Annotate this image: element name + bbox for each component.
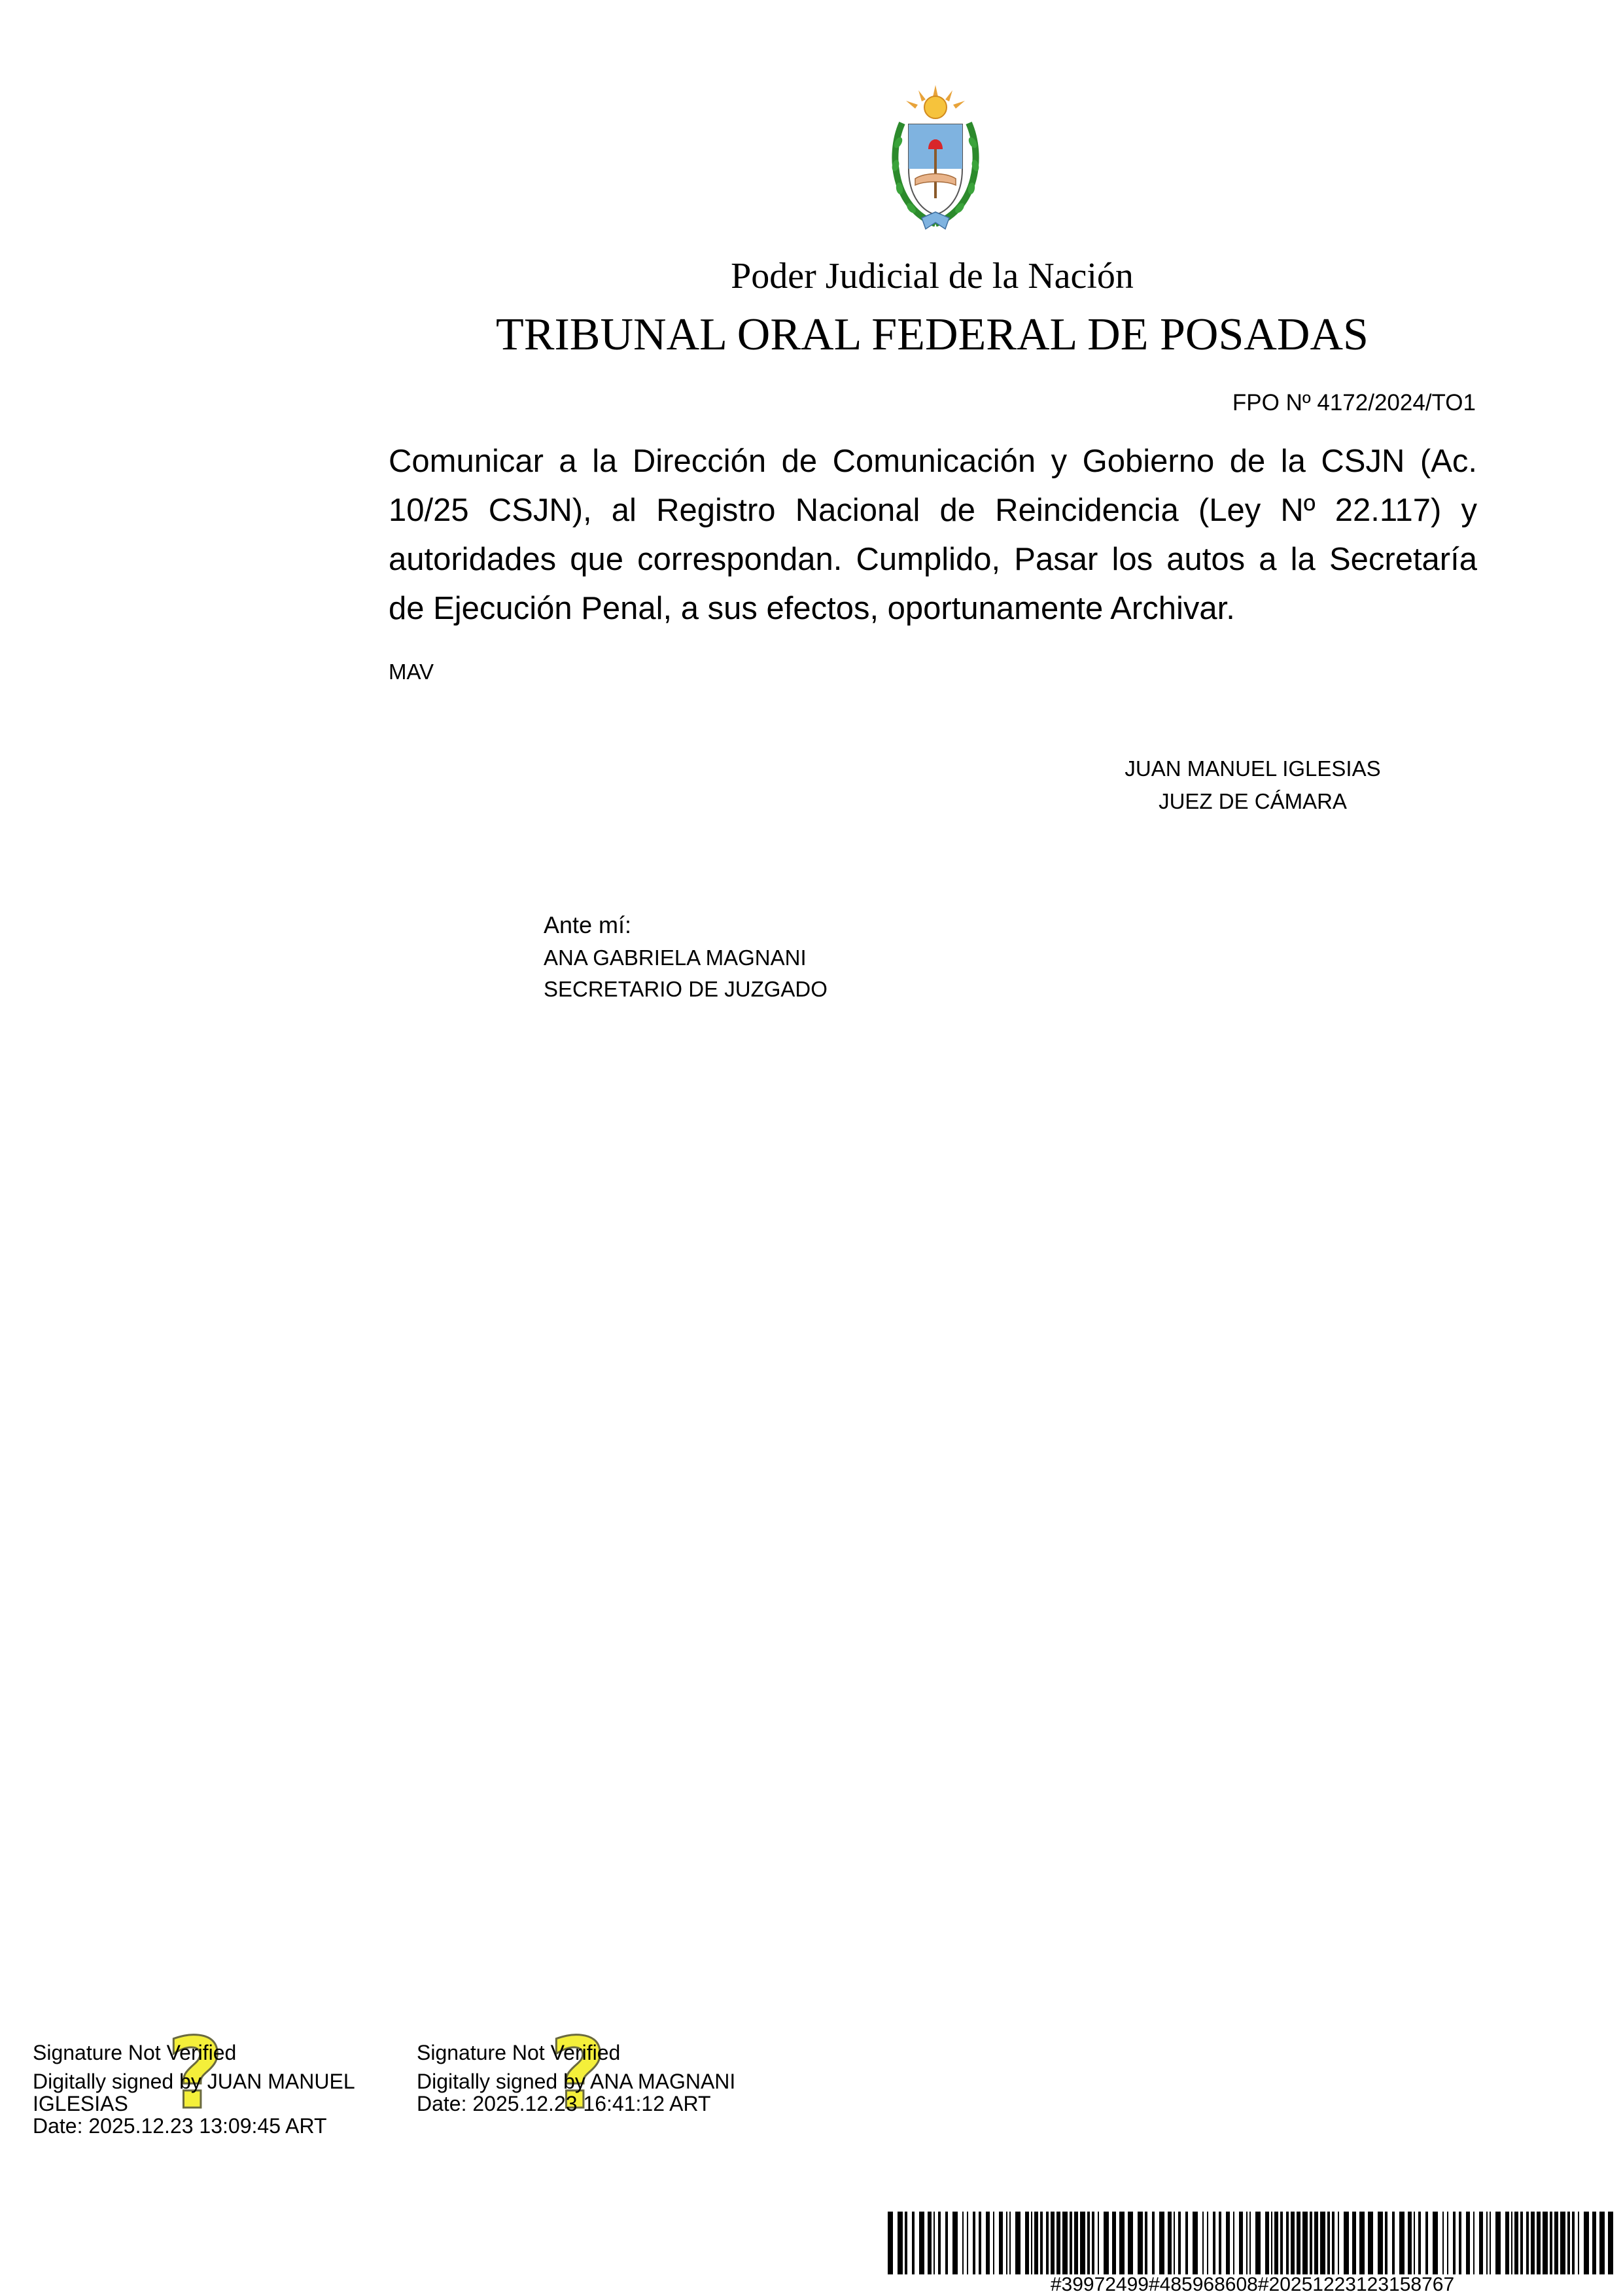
barcode-bar [1359, 2212, 1365, 2274]
barcode-bar [1327, 2212, 1330, 2274]
barcode-bar [1414, 2212, 1415, 2274]
barcode-bar [1392, 2212, 1395, 2274]
barcode-bar [1128, 2212, 1133, 2274]
barcode-bar [1385, 2212, 1387, 2274]
barcode-bar [1233, 2212, 1234, 2274]
barcode-bar [1520, 2212, 1523, 2274]
barcode-bar [1009, 2212, 1011, 2274]
barcode-bar [1418, 2212, 1421, 2274]
barcode-bar [1310, 2212, 1312, 2274]
barcode-bar [1473, 2212, 1475, 2274]
barcode-bar [986, 2212, 990, 2274]
barcode-bar [1572, 2212, 1575, 2274]
barcode-bar [919, 2212, 924, 2274]
barcode-bar [1271, 2212, 1272, 2274]
barcode-bar [1567, 2212, 1570, 2274]
coat-of-arms-icon [882, 84, 988, 234]
barcode-bar [938, 2212, 941, 2274]
signature-date: Date: 2025.12.23 16:41:12 ART [417, 2092, 711, 2115]
barcode-bar [1344, 2212, 1349, 2274]
barcode-bar [1255, 2212, 1261, 2274]
resolution-paragraph: Comunicar a la Dirección de Comunicación y Gobierno de la CSJN (Ac. 10/25 CSJN), al Registro Nacional de Reincidencia (Ley Nº 22.117) y autoridades que correspondan. Cumplido, Pasar los autos a la Secretaría de Ejecución Penal, a sus efectos, oportunamente Archivar. [389, 444, 1477, 626]
barcode-bar [1006, 2212, 1007, 2274]
barcode-bar [1092, 2212, 1094, 2274]
barcode-bar [1074, 2212, 1078, 2274]
barcode-bar [1526, 2212, 1529, 2274]
barcode-bar [1479, 2212, 1483, 2274]
barcode-bar [973, 2212, 975, 2274]
barcode-number: #39972499#485968608#20251223123158767 [1050, 2274, 1455, 2295]
barcode-bar [1442, 2212, 1444, 2274]
barcode-bar [1138, 2212, 1143, 2274]
signed-by: Digitally signed by JUAN MANUEL [33, 2070, 355, 2093]
barcode-bar [912, 2212, 915, 2274]
barcode-bar [1193, 2212, 1198, 2274]
question-mark-icon: ? [550, 2017, 607, 2131]
barcode-bar [1320, 2212, 1325, 2274]
barcode-bar [1286, 2212, 1289, 2274]
barcode-bar [1592, 2212, 1596, 2274]
barcode-bar [1332, 2212, 1335, 2274]
barcode-bar [1302, 2212, 1308, 2274]
barcode-bar [1291, 2212, 1295, 2274]
barcode-bar [1080, 2212, 1085, 2274]
barcode-bar [1246, 2212, 1248, 2274]
barcode-bar [1015, 2212, 1021, 2274]
barcode-bar [1408, 2212, 1412, 2274]
barcode-bar [1453, 2212, 1456, 2274]
barcode-bar [1040, 2212, 1043, 2274]
barcode-bar [1098, 2212, 1099, 2274]
barcode-bar [1112, 2212, 1116, 2274]
barcode-bar [1314, 2212, 1318, 2274]
barcode-bar [1025, 2212, 1029, 2274]
signature-status: Signature Not Verified [417, 2041, 621, 2064]
barcode-bar [1104, 2212, 1109, 2274]
barcode-bar [1159, 2212, 1164, 2274]
barcode-bar [1378, 2212, 1383, 2274]
barcode-bar [945, 2212, 948, 2274]
barcode-bar [993, 2212, 994, 2274]
barcode-bar [1297, 2212, 1300, 2274]
signature-status: Signature Not Verified [33, 2041, 237, 2064]
barcode-bar [1560, 2212, 1565, 2274]
barcode-bar [1368, 2212, 1373, 2274]
barcode-bar [1051, 2212, 1055, 2274]
barcode-bar [1543, 2212, 1548, 2274]
barcode-bar [1550, 2212, 1552, 2274]
barcode-bar [1352, 2212, 1356, 2274]
barcode-bar [928, 2212, 932, 2274]
barcode-bar [1608, 2212, 1613, 2274]
secretary-title: SECRETARIO DE JUZGADO [544, 977, 828, 1001]
barcode-bar [1213, 2212, 1215, 2274]
barcode-bar [1490, 2212, 1491, 2274]
barcode-bar [1447, 2212, 1448, 2274]
barcode-bar [1168, 2212, 1172, 2274]
barcode-bar [1280, 2212, 1283, 2274]
barcode-bar [898, 2212, 903, 2274]
barcode-bar [1031, 2212, 1032, 2274]
barcode-bar [967, 2212, 968, 2274]
barcode-bar [1219, 2212, 1221, 2274]
barcode-bar [1239, 2212, 1243, 2274]
barcode-bar [1207, 2212, 1208, 2274]
barcode [888, 2212, 1617, 2274]
barcode-bar [1514, 2212, 1518, 2274]
signature-date: Date: 2025.12.23 13:09:45 ART [33, 2114, 327, 2138]
secretary-name: ANA GABRIELA MAGNANI [544, 945, 807, 970]
barcode-bar [1174, 2212, 1175, 2274]
barcode-bar [1056, 2212, 1060, 2274]
barcode-bar [1119, 2212, 1125, 2274]
barcode-bar [1046, 2212, 1049, 2274]
barcode-bar [1145, 2212, 1147, 2274]
digital-signature-stamp [417, 2041, 735, 2115]
barcode-bar [888, 2212, 893, 2274]
barcode-bar [979, 2212, 981, 2274]
court-name: TRIBUNAL ORAL FEDERAL DE POSADAS [496, 309, 1369, 360]
barcode-bar [1070, 2212, 1072, 2274]
barcode-bar [962, 2212, 964, 2274]
institution-name: Poder Judicial de la Nación [731, 256, 1134, 296]
barcode-bar [934, 2212, 935, 2274]
signed-by-continued: IGLESIAS [33, 2092, 128, 2115]
barcode-bar [952, 2212, 958, 2274]
barcode-bar [1433, 2212, 1438, 2274]
before-me-label: Ante mí: [544, 911, 632, 938]
author-initials: MAV [389, 660, 434, 684]
barcode-bar [1178, 2212, 1181, 2274]
barcode-bar [1249, 2212, 1251, 2274]
barcode-bar [1599, 2212, 1605, 2274]
barcode-bar [1425, 2212, 1428, 2274]
barcode-bar [1062, 2212, 1068, 2274]
barcode-bar [1486, 2212, 1488, 2274]
barcode-bar [1034, 2212, 1038, 2274]
barcode-bar [1554, 2212, 1558, 2274]
barcode-bar [999, 2212, 1003, 2274]
barcode-bar [1338, 2212, 1339, 2274]
barcode-bar [1511, 2212, 1512, 2274]
digital-signature-stamp [33, 2041, 355, 2137]
barcode-bar [1185, 2212, 1188, 2274]
barcode-bar [905, 2212, 907, 2274]
barcode-bar [1152, 2212, 1155, 2274]
barcode-bar [1531, 2212, 1535, 2274]
barcode-bar [1226, 2212, 1230, 2274]
question-mark-icon: ? [167, 2017, 224, 2131]
case-number: FPO Nº 4172/2024/TO1 [1232, 390, 1476, 415]
barcode-bar [1466, 2212, 1470, 2274]
barcode-bar [1505, 2212, 1509, 2274]
barcode-bar [1265, 2212, 1269, 2274]
judge-signature-block [1099, 752, 1406, 818]
barcode-bar [1495, 2212, 1501, 2274]
barcode-bar [1274, 2212, 1278, 2274]
judge-title: JUEZ DE CÁMARA [1159, 789, 1347, 813]
barcode-bar [1087, 2212, 1090, 2274]
signed-by: Digitally signed by ANA MAGNANI [417, 2070, 736, 2093]
barcode-bar [1578, 2212, 1579, 2274]
judge-name: JUAN MANUEL IGLESIAS [1125, 756, 1381, 781]
barcode-bar [1202, 2212, 1204, 2274]
barcode-bar [1584, 2212, 1589, 2274]
barcode-bar [1399, 2212, 1405, 2274]
barcode-bar [1459, 2212, 1461, 2274]
barcode-bar [1537, 2212, 1541, 2274]
